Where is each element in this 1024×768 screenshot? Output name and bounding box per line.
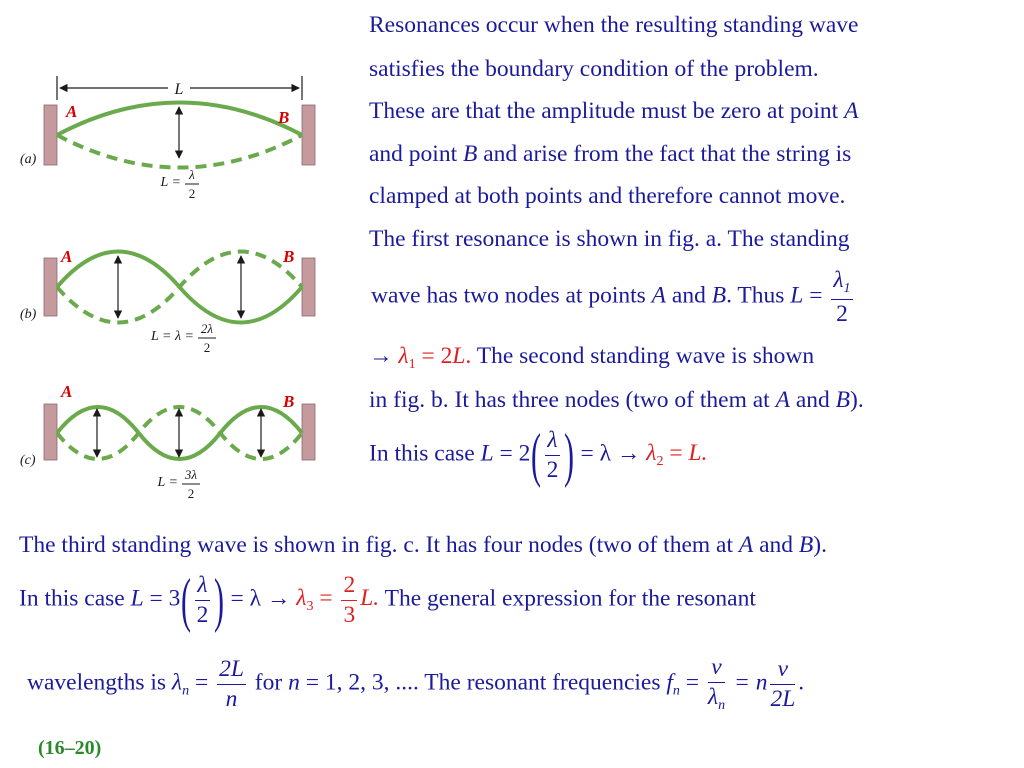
panel-equation-den: 2 [188,186,196,201]
clamp-right-c [302,404,315,460]
point-b-label: B [283,392,295,411]
text-line-10: In this case L = 2( $\frac{\lambda}{2}$ ) = $\lambda \to \lambda_2 = L$. [369,422,708,488]
text-line-5: clamped at both points and therefore cannot move. [369,183,846,209]
text-line-4: and point B and arise from the fact that the string is [369,141,852,167]
text-line-11: The third standing wave is shown in fig. c. It has four nodes (two of them at A and B). [19,532,827,558]
wave-dashed-b [57,252,302,323]
panel-equation-num: 3λ [184,467,198,482]
text-line-2: satisfies the boundary condition of the problem. [369,56,819,82]
point-a-label: A [61,382,73,401]
point-a-label: A [66,102,78,121]
panel-tag: (a) [20,152,37,167]
clamp-left-c [44,404,57,460]
length-label: L [174,81,184,98]
panel-b [20,247,315,355]
panel-equation-den: 2 [187,486,195,501]
panel-equation-lhs: L = [157,475,178,490]
panel-tag: (b) [20,307,37,322]
fraction-v-over-lambda-n: $\frac{v}{\lambda_n}$ [707,654,726,713]
text-line-12: In this case L = 3( $\frac{\lambda}{2}$ ) = $\lambda \to \lambda_3$ = $\frac{2}{3}$ L. The general expression for the resonant [19,567,756,633]
panel-equation-num: 2λ [200,321,214,336]
equation-reference: (16–20) [38,737,102,759]
point-b-label: B [283,247,295,266]
fraction-2L-over-n: $\frac{2L}{n}$ [219,656,244,712]
point-b-label: B [278,108,290,127]
panel-c [20,382,315,501]
length-dimension [57,76,302,100]
fraction-2-over-3: $\frac{2}{3}$ [343,571,356,628]
fraction-lambda-over-2: $\frac{\lambda}{2}$ [196,571,209,628]
standing-wave-svg [0,0,340,510]
panel-tag: (c) [20,453,36,468]
panel-equation-den: 2 [203,340,211,355]
fraction-v-over-2L: $\frac{v}{2L}$ [770,656,796,712]
clamp-right-b [302,258,315,316]
text-line-6: The first resonance is shown in fig. a. The standing [369,226,850,252]
panel-equation-lhs: L = λ = [151,329,194,344]
text-line-3: These are that the amplitude must be zero at point A [369,98,859,124]
point-a-label: A [61,247,73,266]
panel-a [20,102,315,201]
fraction-lambda1-over-2: $\frac{\lambda_1}{2}$ [833,267,851,327]
fraction-lambda-over-2: $\frac{\lambda}{2}$ [546,426,559,483]
panel-equation-num: λ [189,167,195,182]
panel-equation-lhs: L = [160,175,181,190]
text-line-7: wave has two nodes at points A and B. Thus L = $\frac{\lambda_1}{2}$ [371,267,851,327]
text-line-1: Resonances occur when the resulting standing wave [369,12,859,38]
text-line-13: wavelengths is $\lambda_n$ = $\frac{2L}{n}$ for n = 1, 2, 3, .... The resonant frequencies $f_n$ = $\frac{v}{\lambda_n}$ = n $\frac{v}{2L}$ . [27,654,805,713]
clamp-right-a [302,105,315,165]
text-line-8: → $\lambda_1 = 2L$. The second standing wave is shown [369,343,815,372]
clamp-left-a [44,105,57,165]
clamp-left-b [44,258,57,316]
text-line-9: in fig. b. It has three nodes (two of them at A and B). [369,387,864,413]
standing-wave-figure [0,0,340,510]
